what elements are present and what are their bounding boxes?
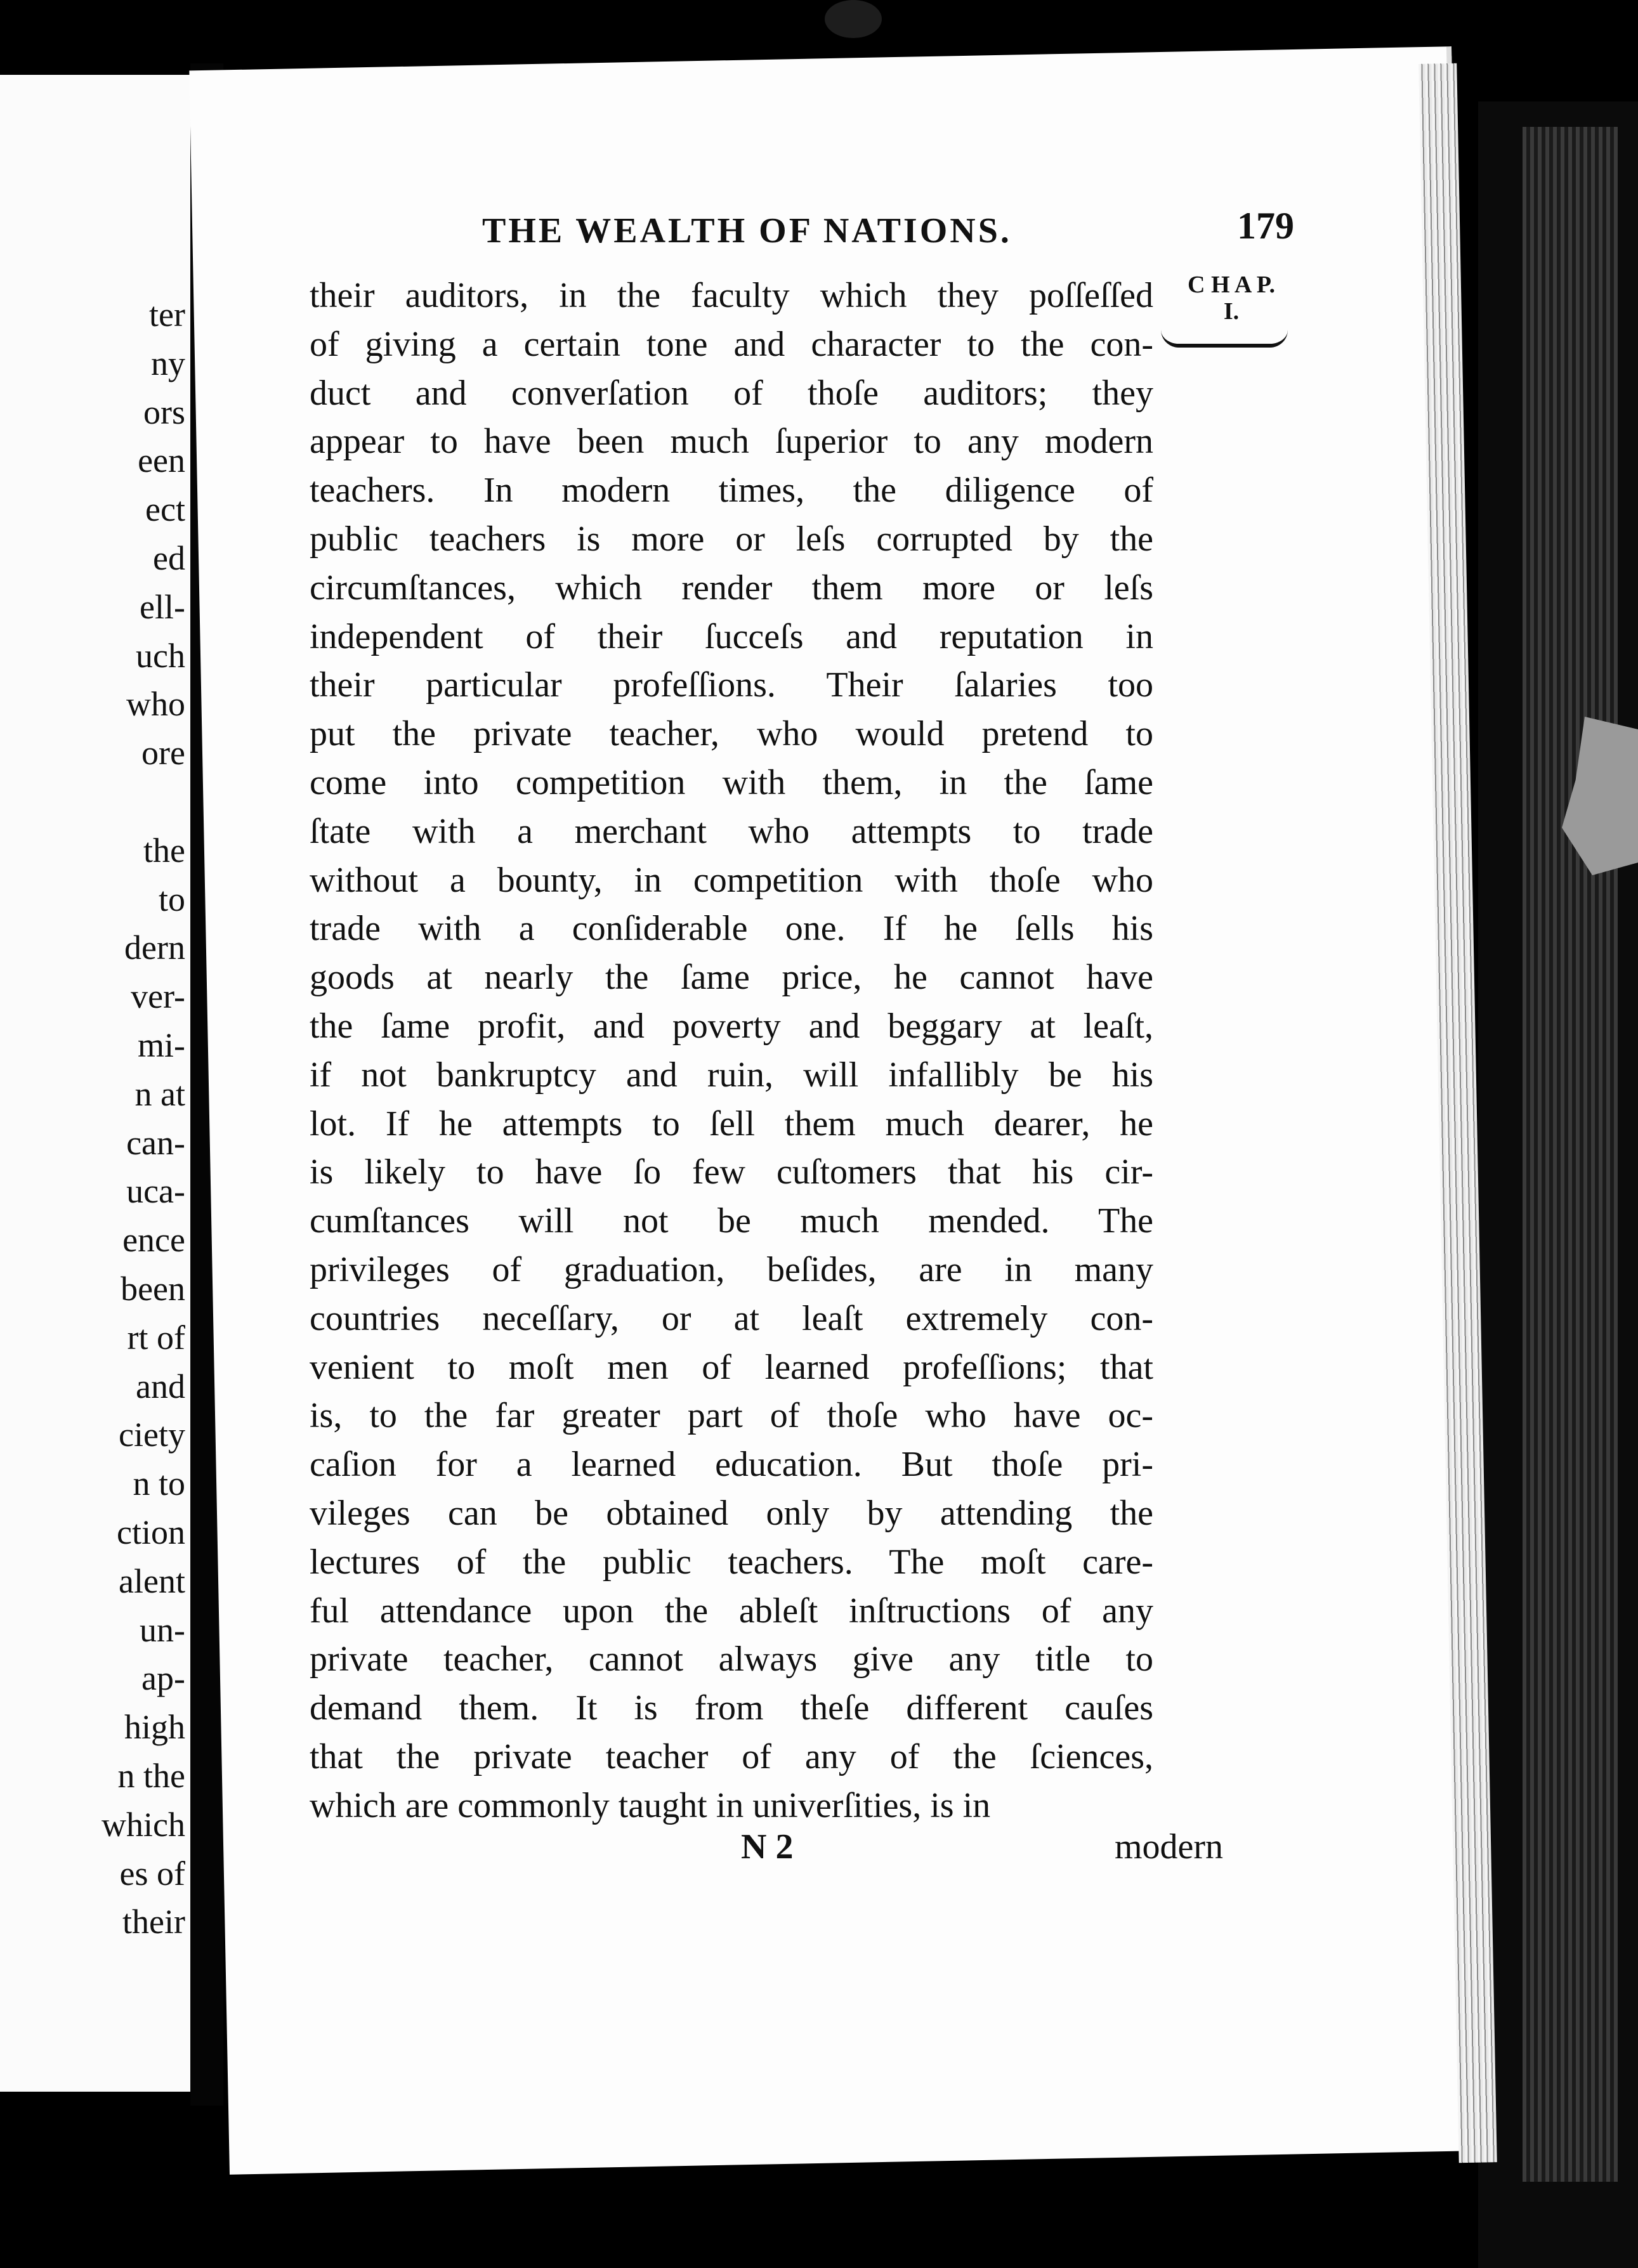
text-line: vileges can be obtained only by attending the xyxy=(310,1493,1153,1533)
text-line: cumſtances will not be much mended. The xyxy=(310,1201,1153,1241)
text-line: come into competition with them, in the ſame xyxy=(310,762,1153,802)
left-page-line-end: ore xyxy=(141,734,185,772)
text-line: ful attendance upon the ableſt inſtructions of any xyxy=(310,1591,1153,1631)
left-page-line-end: who xyxy=(126,685,185,724)
left-page-line-end: ors xyxy=(143,393,185,431)
text-line: their auditors, in the faculty which they poſſeſſed xyxy=(310,276,1153,315)
left-page-line-end: uch xyxy=(136,636,185,675)
text-line: the ſame profit, and poverty and beggary at leaſt, xyxy=(310,1006,1153,1046)
running-head: THE WEALTH OF NATIONS. xyxy=(482,211,1012,251)
text-line: their particular profeſſions. Their ſalaries too xyxy=(310,665,1153,705)
left-page-fragment xyxy=(0,75,190,2092)
text-line: caſion for a learned education. But thoſe pri- xyxy=(310,1445,1153,1485)
left-page-line-end: ect xyxy=(145,490,185,529)
left-page-line-end: uca- xyxy=(126,1172,185,1211)
page-number: 179 xyxy=(1237,205,1294,247)
text-line: lectures of the public teachers. The moſt care- xyxy=(310,1542,1153,1582)
left-page-line-end: ciety xyxy=(119,1416,185,1454)
text-line: appear to have been much ſuperior to any modern xyxy=(310,422,1153,462)
left-page-line-end: ed xyxy=(153,538,185,577)
text-line: is likely to have ſo few cuſtomers that his cir- xyxy=(310,1152,1153,1192)
text-line: teachers. In modern times, the diligence of xyxy=(310,471,1153,511)
text-line: countries neceſſary, or at leaſt extremely con- xyxy=(310,1298,1153,1338)
text-line: of giving a certain tone and character to the con- xyxy=(310,324,1153,364)
text-line: private teacher, cannot always give any title to xyxy=(310,1639,1153,1679)
left-page-line-end: ction xyxy=(117,1513,185,1551)
left-page-line-end: high xyxy=(124,1708,185,1747)
text-line: put the private teacher, who would pretend to xyxy=(310,714,1153,754)
text-line: which are commonly taught in univerſities, is in xyxy=(310,1785,991,1825)
text-line: trade with a conſiderable one. If he ſells his xyxy=(310,909,1153,949)
left-page-line-end: mi- xyxy=(138,1026,185,1064)
left-page-line-end: can- xyxy=(126,1123,185,1162)
left-page-line-end: un- xyxy=(140,1610,185,1649)
signature-mark: N 2 xyxy=(741,1827,794,1867)
text-line: goods at nearly the ſame price, he cannot have xyxy=(310,958,1153,998)
left-page-line-end: ny xyxy=(151,344,185,382)
text-line: duct and converſation of thoſe auditors; they xyxy=(310,373,1153,413)
left-page-line-end: dern xyxy=(124,929,185,967)
text-line: lot. If he attempts to ſell them much dearer, he xyxy=(310,1104,1153,1144)
page-footer xyxy=(310,1827,1223,1877)
left-page-line-end: n the xyxy=(117,1756,185,1795)
text-line: privileges of graduation, beſides, are in many xyxy=(310,1249,1153,1289)
left-page-line-end xyxy=(102,778,185,826)
text-line: demand them. It is from theſe different cauſes xyxy=(310,1688,1153,1728)
left-page-line-end: the xyxy=(143,831,185,870)
text-line: circumſtances, which render them more or leſs xyxy=(310,568,1153,608)
text-line: independent of their ſucceſs and reputation in xyxy=(310,616,1153,656)
left-page-line-end: ence xyxy=(122,1221,185,1260)
catchword: modern xyxy=(1114,1827,1223,1867)
left-page-line-end: rt of xyxy=(127,1318,185,1357)
left-page-line-end: to xyxy=(158,880,185,918)
left-page-line-end: ell- xyxy=(140,587,185,626)
text-line: without a bounty, in competition with thoſe who xyxy=(310,860,1153,900)
side-note-brace xyxy=(1161,330,1288,348)
text-line: public teachers is more or leſs corrupted by the xyxy=(310,519,1153,559)
scanner-artifact xyxy=(825,0,882,38)
left-page-line-end: which xyxy=(102,1805,185,1844)
chapter-side-note xyxy=(1158,271,1304,325)
left-page-line-end: ver- xyxy=(131,977,185,1016)
left-page-line-end: n at xyxy=(134,1074,185,1113)
text-line: is, to the far greater part of thoſe who have oc- xyxy=(310,1396,1153,1436)
text-line: if not bankruptcy and ruin, will infallibly be his xyxy=(310,1055,1153,1095)
left-page-line-end: es of xyxy=(119,1854,185,1893)
left-page-line-end: ter xyxy=(149,296,185,334)
left-page-line-end: n to xyxy=(133,1464,185,1503)
left-page-line-ends xyxy=(102,290,185,1946)
text-line: ſtate with a merchant who attempts to trade xyxy=(310,811,1153,851)
text-line: that the private teacher of any of the ſciences, xyxy=(310,1737,1153,1776)
left-page-line-end: and xyxy=(136,1367,185,1405)
text-line: venient to moſt men of learned profeſſions; that xyxy=(310,1347,1153,1387)
left-page-line-end: een xyxy=(138,441,185,480)
book-fore-edge xyxy=(1523,127,1618,2182)
left-page-line-end: their xyxy=(122,1903,185,1941)
left-page-line-end: ap- xyxy=(141,1659,185,1698)
left-page-line-end: been xyxy=(121,1269,185,1308)
left-page-line-end: alent xyxy=(119,1561,185,1600)
side-note-chap: C H A P. xyxy=(1188,271,1275,298)
page-body-text xyxy=(310,271,1153,1830)
side-note-number: I. xyxy=(1223,298,1240,325)
